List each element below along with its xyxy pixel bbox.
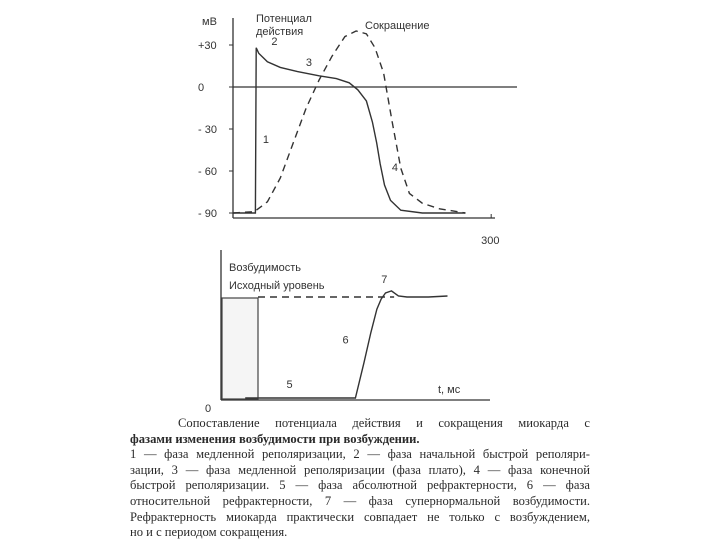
baseline-label: Исходный уровень — [229, 280, 325, 292]
caption-line-6: относительной рефрактерности, 7 — фаза супернормальной возбудимости. — [130, 493, 590, 508]
caption-line-3: 1 — фаза медленной реполяризации, 2 — фаза начальной быстрой реполяри- — [130, 447, 590, 462]
phase-label-6: 6 — [342, 334, 349, 347]
contraction-curve — [233, 31, 465, 213]
absolute-refractory-box — [222, 298, 258, 399]
phase-label-4: 4 — [391, 162, 399, 174]
figure-caption — [130, 416, 590, 541]
caption-line-8: но и с периодом сокращения. — [130, 525, 288, 540]
phase-label-1: 1 — [262, 134, 269, 146]
phase-label-7: 7 — [381, 273, 388, 286]
action-potential-curve — [233, 48, 465, 213]
y-tick-label: +30 — [198, 40, 217, 52]
x-axis-label: t, мс — [438, 384, 461, 396]
caption-line-7: Рефрактерность миокарда практически совпадает не только с возбуждением, — [130, 509, 590, 524]
x-tick-label: 300 — [481, 235, 500, 247]
origin-label: 0 — [205, 403, 212, 415]
y-unit-label: мВ — [202, 16, 217, 28]
caption-line-2: фазами изменения возбудимости при возбуждении. — [130, 431, 420, 446]
y-tick-label: - 60 — [198, 166, 217, 178]
contraction-name: Сокращение — [365, 20, 430, 32]
y-tick-label: - 90 — [198, 208, 217, 220]
phase-label-5: 5 — [286, 378, 293, 391]
y-tick-label: - 30 — [198, 124, 217, 136]
caption-line-1: Сопоставление потенциала действия и сокращения миокарда с — [178, 416, 590, 430]
ap-name-line-1: Потенциал — [256, 13, 312, 25]
caption-line-5: быстрой реполяризации. 5 — фаза абсолютной рефрактерности, 6 — фаза — [130, 478, 590, 493]
ap-name-line-2: действия — [256, 26, 304, 38]
caption-line-4: зации, 3 — фаза медленной реполяризации (фаза плато), 4 — фаза конечной — [130, 462, 590, 477]
phase-label-3: 3 — [305, 57, 312, 69]
excitability-title: Возбудимость — [229, 262, 301, 274]
phase-label-2: 2 — [271, 36, 278, 48]
y-tick-label: 0 — [198, 82, 205, 94]
